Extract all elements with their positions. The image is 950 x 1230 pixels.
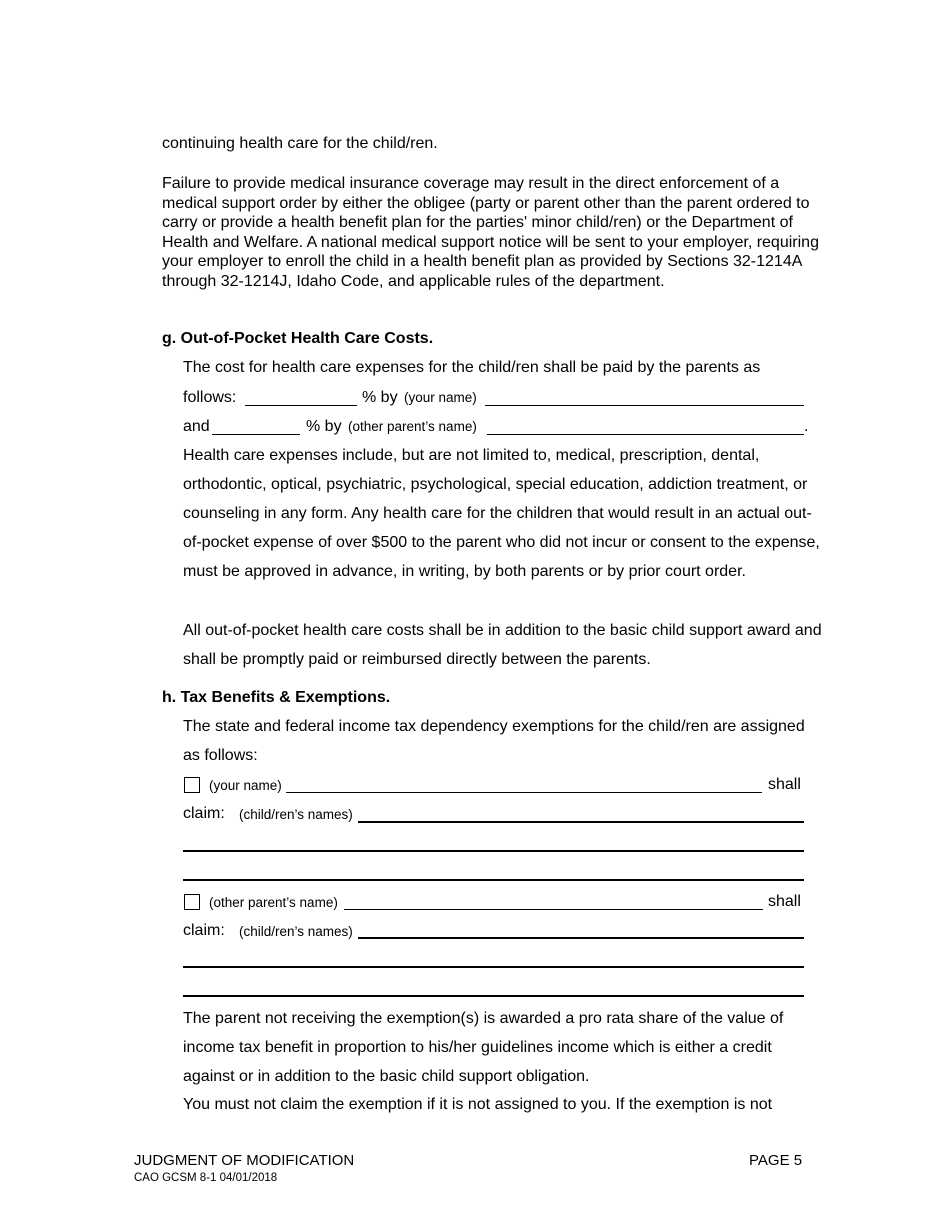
option1-children-field[interactable]	[358, 821, 804, 823]
other-parent-name-label-g: (other parent’s name)	[348, 419, 477, 434]
option1-claim: claim:	[183, 805, 225, 822]
and-label: and	[183, 418, 210, 435]
other-parent-checkbox[interactable]	[184, 894, 200, 910]
pct-by-label-2: % by	[306, 418, 342, 435]
expenses-paragraph: Health care expenses include, but are not limited to, medical, prescription, dental, orthodontic, optical, psychiatric, psychological, special education, addiction treatment, or counseling in any form. Any health care for the children that would result in an actual out-of-pocket expense of over $500 to the parent who did not incur or consent to the expense, must be approved in advance, in writing, by both parents or by prior court order.	[183, 447, 820, 580]
option1-children-field-2[interactable]	[183, 850, 804, 852]
follows-label: follows:	[183, 389, 237, 406]
option2-children-label: (child/ren’s names)	[239, 924, 353, 939]
other-percent-field[interactable]	[212, 434, 300, 435]
your-percent-field[interactable]	[245, 405, 357, 406]
pct-by-label-1: % by	[362, 389, 398, 406]
section-h-intro: The state and federal income tax dependency exemptions for the child/ren are assigned as follows:	[183, 718, 805, 764]
option2-name-field[interactable]	[344, 909, 763, 910]
other-parent-name-field-g[interactable]	[487, 434, 804, 435]
option1-shall: shall	[768, 776, 801, 793]
pro-rata-paragraph: The parent not receiving the exemption(s) is awarded a pro rata share of the value of income tax benefit in proportion to his/her guidelines income which is either a credit against or in addition to the basic child support obligation.	[183, 1010, 784, 1085]
option2-shall: shall	[768, 893, 801, 910]
your-name-checkbox[interactable]	[184, 777, 200, 793]
option1-children-field-3[interactable]	[183, 879, 804, 881]
section-g-heading: g. Out-of-Pocket Health Care Costs.	[162, 330, 434, 347]
footer-title: JUDGMENT OF MODIFICATION	[134, 1152, 355, 1169]
period-mark: .	[804, 418, 809, 435]
option2-children-field-2[interactable]	[183, 966, 804, 968]
footer-page-number: PAGE 5	[749, 1152, 803, 1169]
option1-children-label: (child/ren’s names)	[239, 807, 353, 822]
your-name-label-g: (your name)	[404, 390, 477, 405]
addition-paragraph: All out-of-pocket health care costs shall be in addition to the basic child support award and shall be promptly paid or reimbursed directly between the parents.	[183, 622, 822, 668]
footer-form-code: CAO GCSM 8-1 04/01/2018	[134, 1172, 278, 1184]
section-h-heading: h. Tax Benefits & Exemptions.	[162, 689, 391, 706]
option2-children-field-3[interactable]	[183, 995, 804, 997]
option1-name-field[interactable]	[286, 792, 762, 793]
option2-children-field[interactable]	[358, 937, 804, 939]
must-not-line: You must not claim the exemption if it is not assigned to you. If the exemption is not	[183, 1096, 773, 1113]
your-name-field-g[interactable]	[485, 405, 804, 406]
option1-name-label: (your name)	[209, 778, 282, 793]
section-g-line1: The cost for health care expenses for the child/ren shall be paid by the parents as	[183, 359, 761, 376]
failure-paragraph: Failure to provide medical insurance coverage may result in the direct enforcement of a medical support order by either the obligee (party or parent other than the parent ordered to carry or provide a health benefit plan for the parties' minor child/ren) or the Department of Health and Welfare. A national medical support notice will be sent to your employer, requiring your employer to enroll the child in a health benefit plan as provided by Sections 32-1214A through 32-1214J, Idaho Code, and applicable rules of the department.	[162, 175, 819, 290]
option2-claim: claim:	[183, 922, 225, 939]
continuation-text: continuing health care for the child/ren.	[162, 135, 438, 152]
option2-name-label: (other parent’s name)	[209, 895, 338, 910]
